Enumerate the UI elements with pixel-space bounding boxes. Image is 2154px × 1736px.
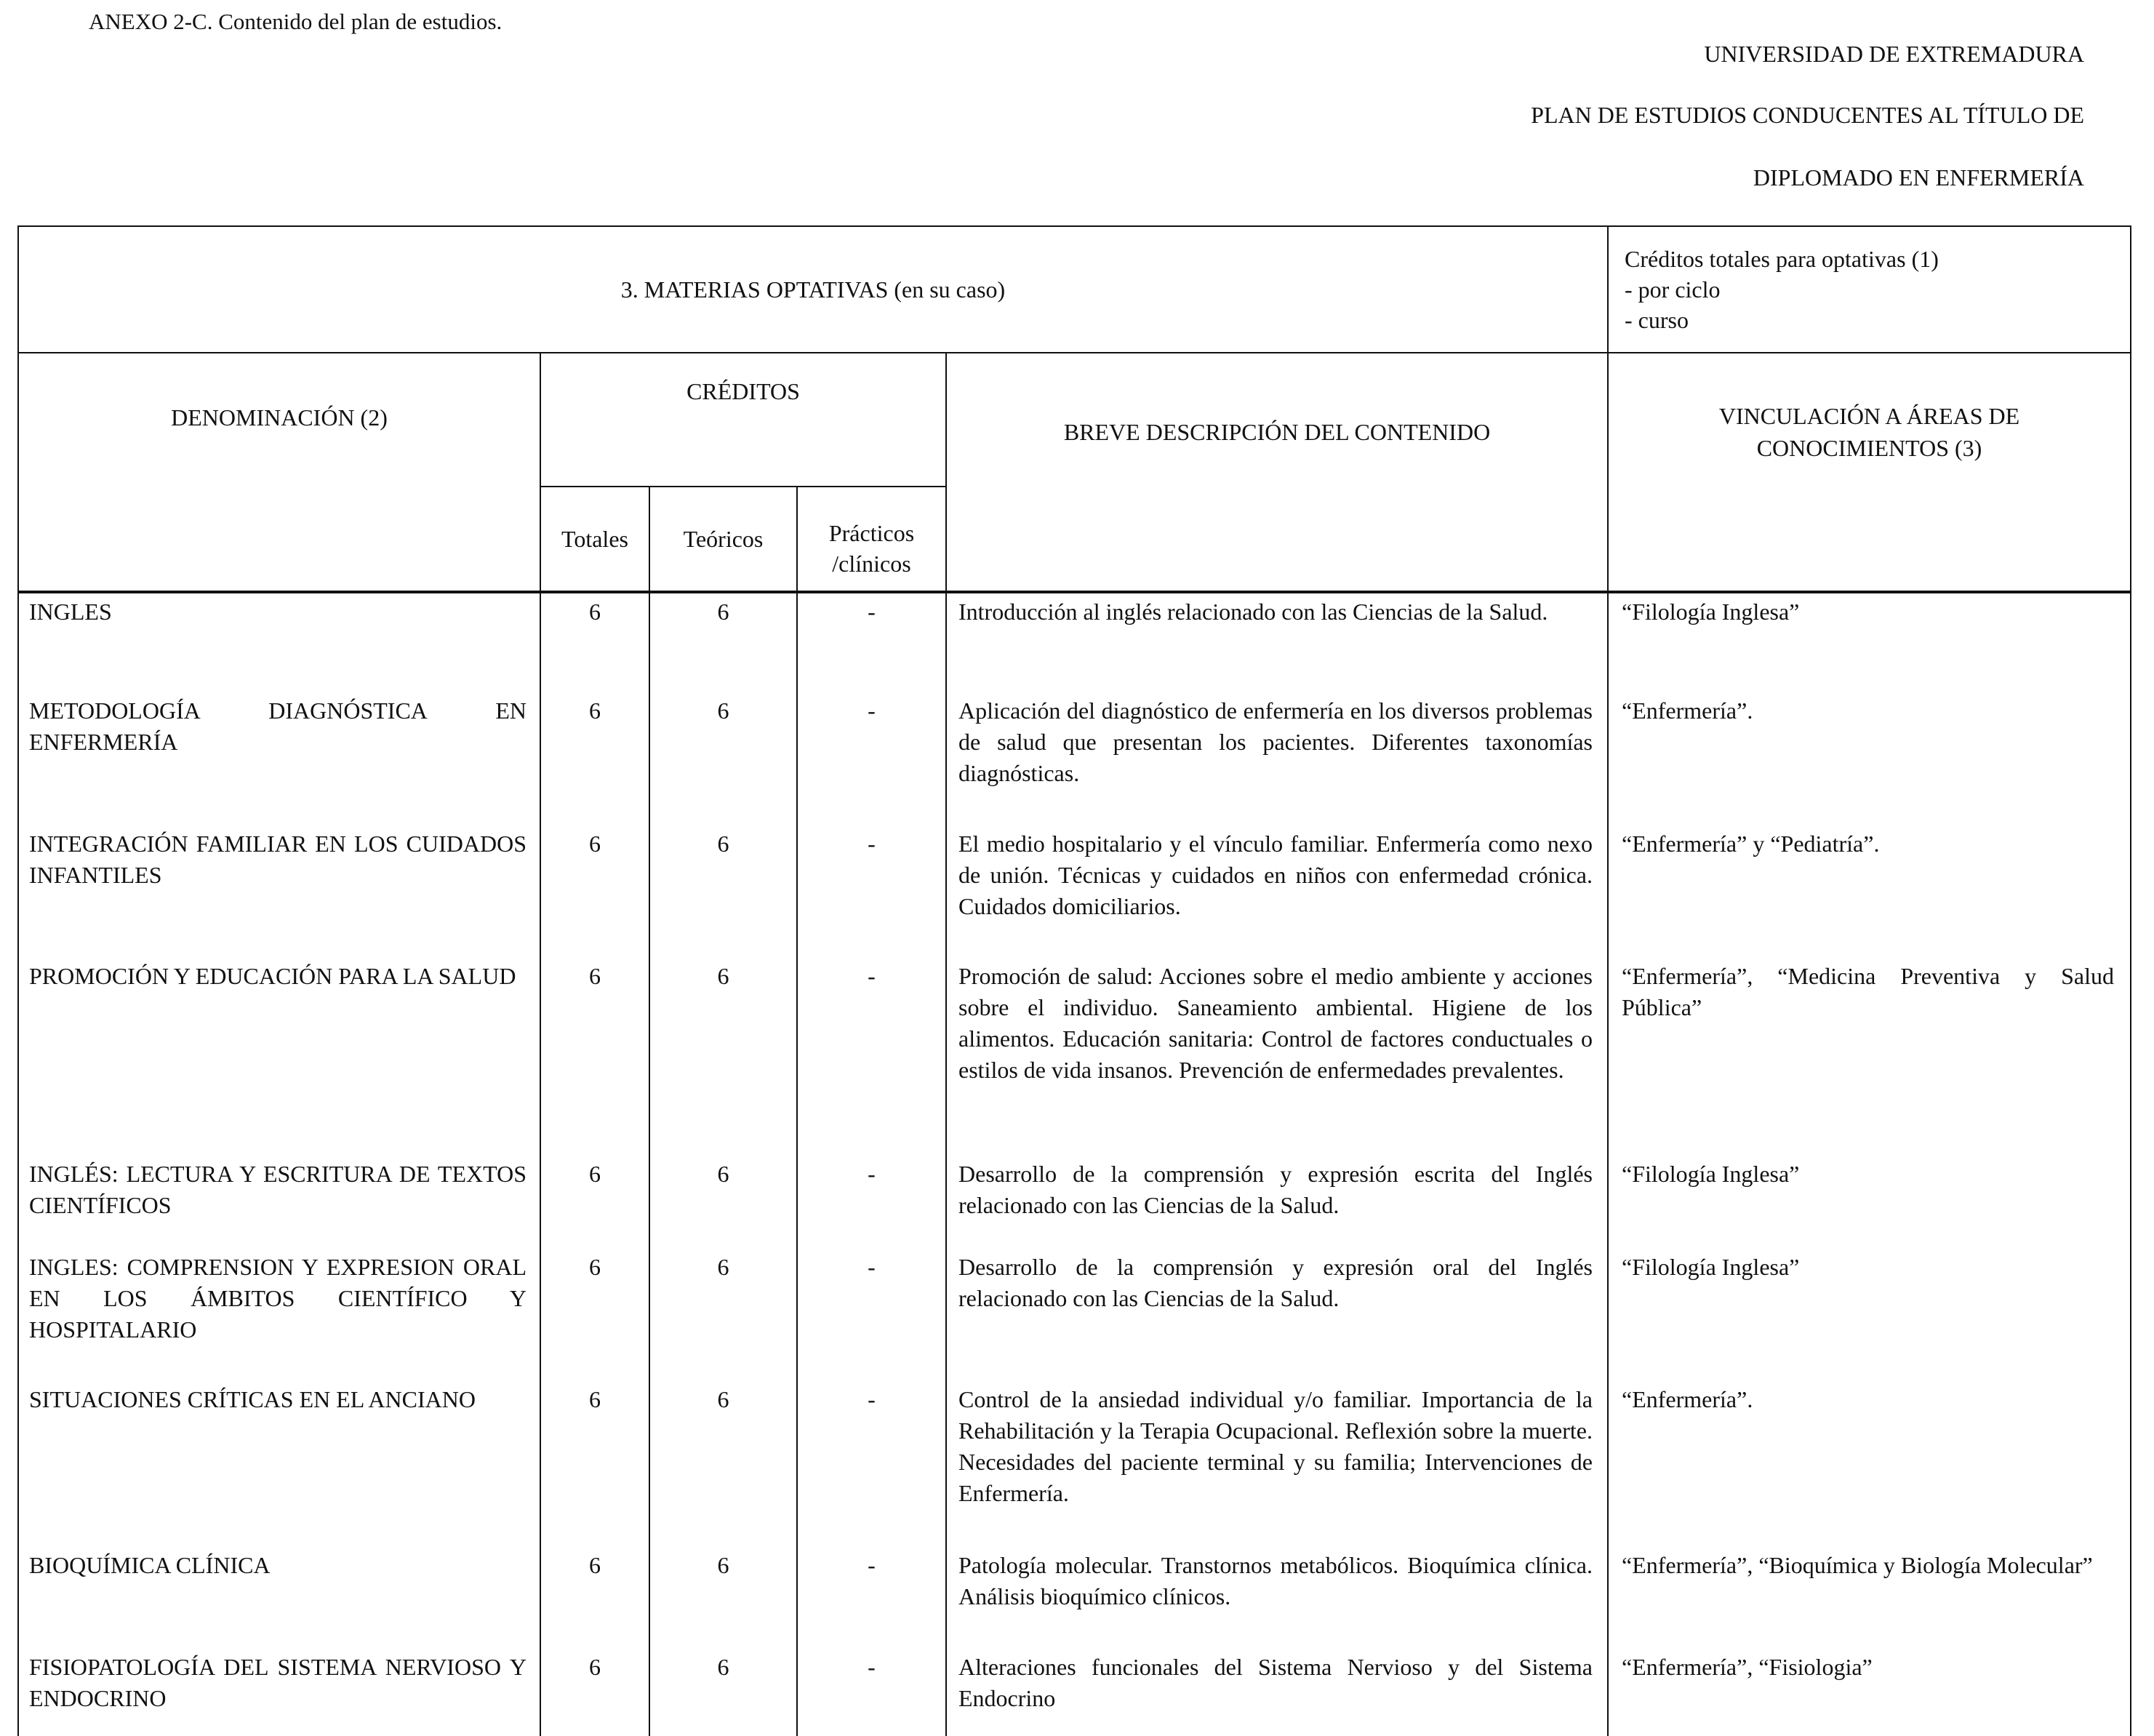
knowledge-area: “Filología Inglesa” [1608,1249,2131,1381]
subject-name: METODOLOGÍA DIAGNÓSTICA EN ENFERMERÍA [18,692,540,825]
knowledge-area: “Enfermería”, “Medicina Preventiva y Salud Pública” [1608,958,2131,1156]
credits-theory: 6 [649,1649,797,1736]
credits-total: 6 [540,1249,649,1381]
credits-practice: - [797,1649,946,1736]
credits-total: 6 [540,825,649,958]
credits-theory: 6 [649,692,797,825]
credits-practice: - [797,958,946,1156]
optional-subjects-table [17,225,2131,1736]
credits-total: 6 [540,1156,649,1249]
credits-practice: - [797,825,946,958]
subject-description: Alteraciones funcionales del Sistema Nervioso y del Sistema Endocrino [946,1649,1608,1736]
table-row [18,958,2131,1156]
column-header-vinculacion [1608,353,2131,592]
total-credits-label: Créditos totales para optativas (1) [1625,246,1939,272]
credits-theory: 6 [649,592,797,692]
knowledge-area: “Filología Inglesa” [1608,1156,2131,1249]
subject-description: Desarrollo de la comprensión y expresión escrita del Inglés relacionado con las Ciencias de la Salud. [946,1156,1608,1249]
plan-title-line1: PLAN DE ESTUDIOS CONDUCENTES AL TÍTULO DE [1531,102,2084,128]
credits-practice: - [797,692,946,825]
credits-total: 6 [540,592,649,692]
credits-practice: - [797,1156,946,1249]
knowledge-area: “Enfermería”, “Fisiologia” [1608,1649,2131,1736]
subject-name: INGLÉS: LECTURA Y ESCRITURA DE TEXTOS CIENTÍFICOS [18,1156,540,1249]
total-credits-per-cycle: - por ciclo [1625,276,1721,303]
credits-theory: 6 [649,1547,797,1649]
subject-name: FISIOPATOLOGÍA DEL SISTEMA NERVIOSO Y ENDOCRINO [18,1649,540,1736]
subject-description: Aplicación del diagnóstico de enfermería en los diversos problemas de salud que presentan los pacientes. Diferentes taxonomías diagnósticas. [946,692,1608,825]
subject-description: Desarrollo de la comprensión y expresión oral del Inglés relacionado con las Ciencias de la Salud. [946,1249,1608,1381]
credits-total: 6 [540,958,649,1156]
table-row [18,1547,2131,1649]
vinculacion-line2: CONOCIMIENTOS (3) [1756,435,1982,461]
knowledge-area: “Enfermería”, “Bioquímica y Biología Molecular” [1608,1547,2131,1649]
university-name: UNIVERSIDAD DE EXTREMADURA [1704,41,2084,67]
table-row [18,692,2131,825]
credits-practice: - [797,1249,946,1381]
subject-name: INTEGRACIÓN FAMILIAR EN LOS CUIDADOS INFANTILES [18,825,540,958]
total-credits-box [1608,226,2131,353]
credits-total: 6 [540,1547,649,1649]
credits-total: 6 [540,692,649,825]
subject-name: INGLES [18,592,540,692]
subject-name: PROMOCIÓN Y EDUCACIÓN PARA LA SALUD [18,958,540,1156]
column-header-teoricos: Teóricos [649,487,797,592]
practicos-line1: Prácticos [828,520,915,546]
table-row [18,1649,2131,1736]
subject-name: SITUACIONES CRÍTICAS EN EL ANCIANO [18,1381,540,1547]
credits-total: 6 [540,1381,649,1547]
credits-theory: 6 [649,825,797,958]
credits-total: 6 [540,1649,649,1736]
credits-theory: 6 [649,958,797,1156]
column-header-totales: Totales [540,487,649,592]
credits-theory: 6 [649,1156,797,1249]
subject-name: BIOQUÍMICA CLÍNICA [18,1547,540,1649]
practicos-line2: /clínicos [832,551,911,577]
subject-description: Control de la ansiedad individual y/o familiar. Importancia de la Rehabilitación y la Terapia Ocupacional. Reflexión sobre la muerte. Necesidades del paciente terminal y su familia; Intervenciones de Enfermería. [946,1381,1608,1547]
column-header-creditos: CRÉDITOS [540,353,946,487]
annex-title: ANEXO 2-C. Contenido del plan de estudios. [89,9,503,34]
credits-theory: 6 [649,1249,797,1381]
subject-description: Promoción de salud: Acciones sobre el medio ambiente y acciones sobre el individuo. Saneamiento ambiental. Higiene de los alimentos. Educación sanitaria: Control de factores conductuales o estilos de vida insanos. Prevención de enfermedades prevalentes. [946,958,1608,1156]
subject-name: INGLES: COMPRENSION Y EXPRESION ORAL EN LOS ÁMBITOS CIENTÍFICO Y HOSPITALARIO [18,1249,540,1381]
table-row [18,592,2131,692]
knowledge-area: “Enfermería”. [1608,1381,2131,1547]
vinculacion-line1: VINCULACIÓN A ÁREAS DE [1718,403,2020,429]
table-row [18,825,2131,958]
table-row [18,1381,2131,1547]
column-header-practicos [797,487,946,592]
credits-theory: 6 [649,1381,797,1547]
subject-description: Introducción al inglés relacionado con las Ciencias de la Salud. [946,592,1608,692]
table-row [18,1156,2131,1249]
credits-practice: - [797,592,946,692]
credits-practice: - [797,1547,946,1649]
section-title: 3. MATERIAS OPTATIVAS (en su caso) [18,226,1608,353]
table-row [18,1249,2131,1381]
total-credits-per-course: - curso [1625,307,1689,333]
knowledge-area: “Filología Inglesa” [1608,592,2131,692]
knowledge-area: “Enfermería”. [1608,692,2131,825]
column-header-denominacion: DENOMINACIÓN (2) [18,353,540,592]
subject-description: Patología molecular. Transtornos metabólicos. Bioquímica clínica. Análisis bioquímico clínicos. [946,1547,1608,1649]
subject-description: El medio hospitalario y el vínculo familiar. Enfermería como nexo de unión. Técnicas y cuidados en niños con enfermedad crónica. Cuidados domiciliarios. [946,825,1608,958]
column-header-descripcion: BREVE DESCRIPCIÓN DEL CONTENIDO [946,353,1608,592]
plan-title-line2: DIPLOMADO EN ENFERMERÍA [1753,164,2084,191]
knowledge-area: “Enfermería” y “Pediatría”. [1608,825,2131,958]
credits-practice: - [797,1381,946,1547]
